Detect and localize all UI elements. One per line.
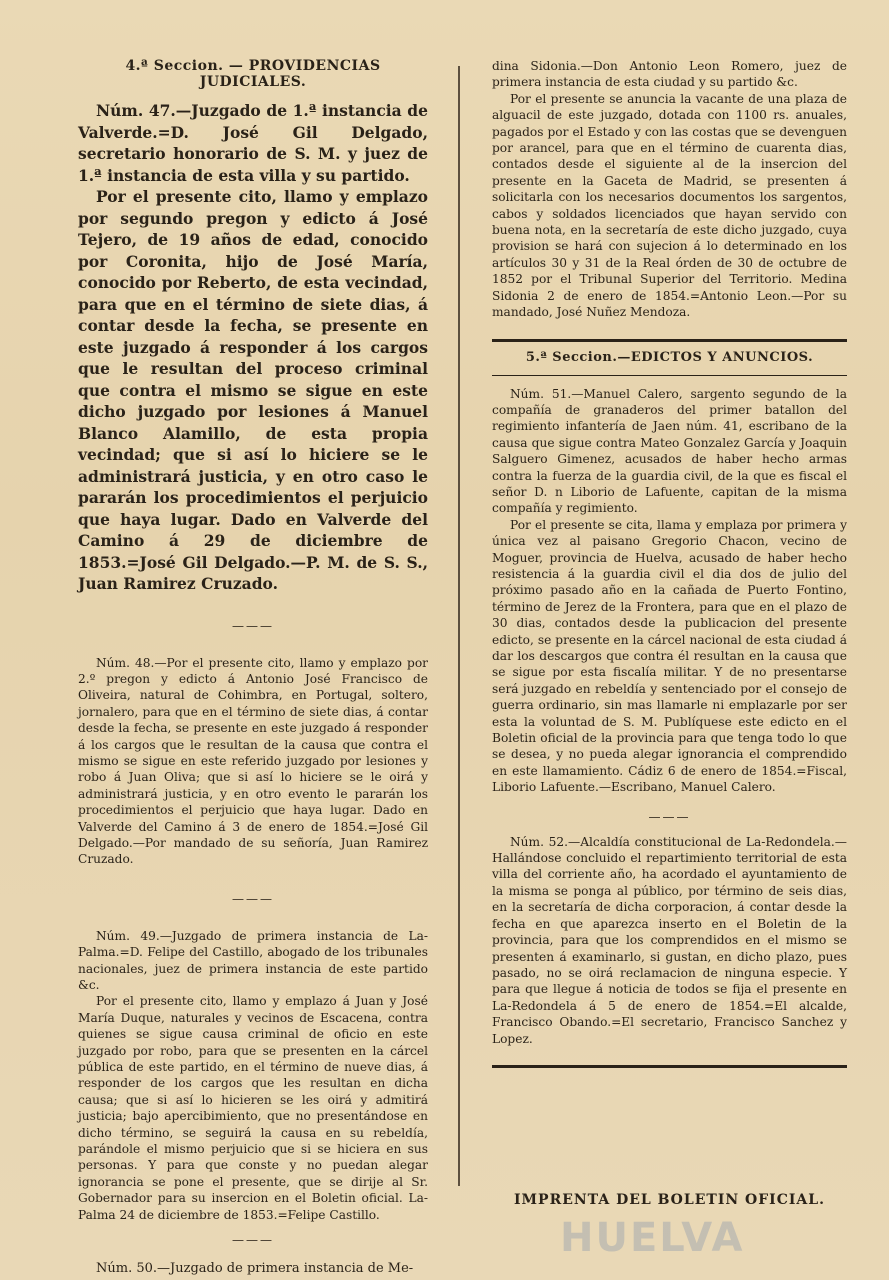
item-47-body: Por el presente cito, llamo y emplazo por segundo pregon y edicto á José Tejero, de 19 años de edad, conocido por Coronita, hijo de José María, conocido por Reberto, de esta vecindad, para que en el término de siete dias, á contar desde la fecha, se presente en este juzgado á responder á los cargos que le resultan del proceso criminal que contra el mismo se sigue en este dicho juzgado por lesiones á Manuel Blanco Alamillo, de esta propia vecindad; que si así lo hiciere se le administrará justicia, y en otro caso le pararán los procedimientos el perjuicio que haya lugar. Dado en Valverde del Camino á 29 de diciembre de 1853.=José Gil Delgado.—P. M. de S. S., Juan Ramirez Cruzado.: [78, 187, 428, 593]
item-47-title: Núm. 47.—Juzgado de 1.ª instancia de Valverde.=D. José Gil Delgado, secretario honorario de S. M. y juez de 1.ª instancia de esta villa y su partido.: [78, 101, 428, 185]
library-watermark: HUELVA: [560, 1215, 745, 1261]
column-rule: [458, 66, 460, 1186]
divider: ———: [232, 891, 274, 906]
item-48: Núm. 48.—Por el presente cito, llamo y emplazo por 2.º pregon y edicto á Antonio José Francisco de Oliveira, natural de Cohimbra, en Portugal, soltero, jornalero, para que en el término de siete dias, á contar desde la fecha, se presente en este juzgado á responder á los cargos que le resultan de la causa que contra el mismo se sigue en este referido juzgado por lesiones y robo á Juan Oliva; que si así lo hiciere se le oirá y administrará justicia, y en otro evento le pararán los procedimientos el perjuicio que haya lugar. Dado en Valverde del Camino á 3 de enero de 1854.=José Gil Delgado.—Por mandado de su señoría, Juan Ramirez Cruzado.: [78, 655, 428, 867]
item-51-intro: Núm. 51.—Manuel Calero, sargento segundo de la compañía de granaderos del primer batallon del regimiento infantería de Jaen núm. 41, escribano de la causa que sigue contra Mateo Gonzalez García y Joaquin Salguero Gimenez, acusados de haber hecho armas contra la fuerza de la guardia civil, de la que es fiscal el señor D. n Liborio de Lafuente, capitan de la misma compañía y regimiento.: [492, 386, 847, 516]
divider: ———: [232, 1233, 274, 1248]
right-column: [492, 58, 847, 1076]
section-header-edictos: 5.ª Seccion.—EDICTOS Y ANUNCIOS.: [525, 349, 814, 365]
item-50-start: Núm. 50.—Juzgado de primera instancia de Me-: [96, 1261, 414, 1277]
item-50-continued: dina Sidonia.—Don Antonio Leon Romero, juez de primera instancia de esta ciudad y su partido &c.: [492, 59, 847, 90]
item-52: Núm. 52.—Alcaldía constitucional de La-Redondela.—Hallándose concluido el repartimiento territorial de esta villa del corriente año, ha acordado el ayuntamiento de la misma se ponga al público, por término de seis dias, en la secretaría de dicha corporacion, á contar desde la fecha en que aparezca inserto en el Boletin de la provincia, para que los comprendidos en el mismo se presenten á examinarlo, si gustan, en dicho plazo, pues pasado, no se oirá reclamacion de ninguna especie. Y para que llegue á noticia de todos se fija el presente en La-Redondela á 5 de enero de 1854.=El alcalde, Francisco Obando.=El secretario, Francisco Sanchez y Lopez.: [492, 834, 847, 1046]
item-49-title: Núm. 49.—Juzgado de primera instancia de La-Palma.=D. Felipe del Castillo, abogado de los tribunales nacionales, juez de primera instancia de este partido &c.: [78, 928, 428, 992]
item-51-body: Por el presente se cita, llama y emplaza por primera y única vez al paisano Gregorio Chacon, vecino de Moguer, provincia de Huelva, acusado de haber hecho resistencia á la guardia civil el dia dos de julio del próximo pasado año en la cañada de Puerto Fontino, término de Jerez de la Frontera, para que en el plazo de 30 dias, contados desde la publicacion del presente edicto, se presente en la cárcel nacional de esta ciudad á dar los descargos que contra él resultan en la causa que se sigue por esta fiscalía militar. Y de no presentarse será juzgado en rebeldía y sentenciado por el consejo de guerra ordinario, sin mas llamarle ni emplazarle por ser esta la voluntad de S. M. Publíquese este edicto en el Boletin oficial de la provincia para que tenga todo lo que se desea, y no pueda alegar ignorancia el comprendido en este llamamiento. Cádiz 6 de enero de 1854.=Fiscal, Liborio Lafuente.—Escribano, Manuel Calero.: [492, 517, 847, 795]
divider: ———: [648, 809, 691, 824]
section-rule-thin: [492, 375, 847, 376]
section-header-providencias: 4.ª Seccion. — PROVIDENCIAS JUDICIALES.: [125, 58, 381, 90]
item-50-body: Por el presente se anuncia la vacante de una plaza de alguacil de este juzgado, dotada con 1100 rs. anuales, pagados por el Estado y con las costas que se devenguen por arancel, para que en el término de cuarenta dias, contados desde el siguiente al de la insercion del presente en la Gaceta de Madrid, se presenten á solicitarla con los necesarios documentos los sargentos, cabos y soldados licenciados que hayan servido con buena nota, en la secretaría de este dicho juzgado, cuya provision se hará con sujecion á lo determinado en los artículos 30 y 31 de la Real órden de 30 de octubre de 1852 por el Tribunal Superior del Territorio. Medina Sidonia 2 de enero de 1854.=Antonio Leon.—Por su mandado, José Nuñez Mendoza.: [492, 91, 847, 320]
divider: ———: [232, 618, 274, 633]
imprint-line: IMPRENTA DEL BOLETIN OFICIAL.: [514, 1192, 825, 1208]
item-49-body: Por el presente cito, llamo y emplazo á Juan y José María Duque, naturales y vecinos de Escacena, contra quienes se sigue causa criminal de oficio en este juzgado por robo, para que se presenten en la cárcel pública de este partido, en el término de nueve dias, á responder de los cargos que les resultan en dicha causa; que si así lo hicieren se les oirá y admitirá justicia; bajo apercibimiento, que no presentándose en dicho término, se seguirá la causa en su rebeldía, parándole el mismo perjuicio que si se hiciera en sus personas. Y para que conste y no puedan alegar ignorancia se pone el presente, que se dirije al Sr. Gobernador para su insercion en el Boletin oficial. La-Palma 24 de diciembre de 1853.=Felipe Castillo.: [78, 994, 428, 1222]
footer-rule: [492, 1065, 847, 1068]
left-column: [78, 58, 428, 1278]
section-rule: [492, 339, 847, 342]
